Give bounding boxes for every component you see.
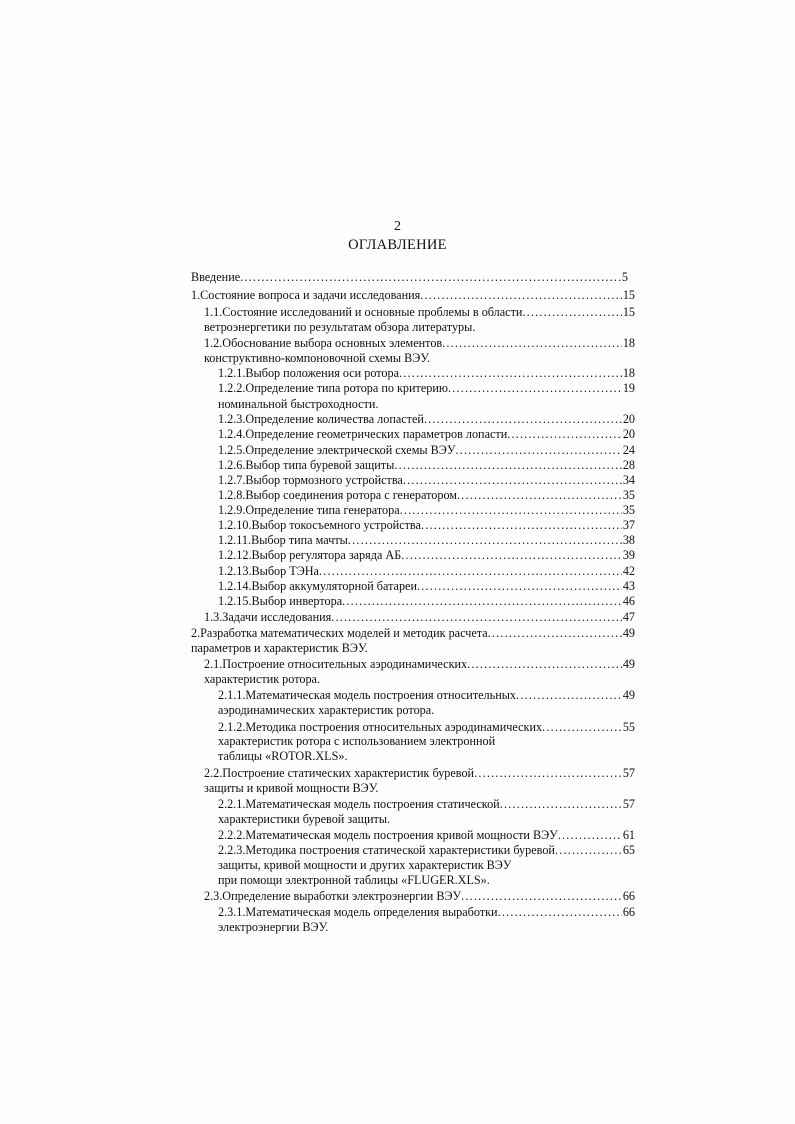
toc-entry-page: 37 <box>622 518 635 532</box>
toc-entry-text: 2.3.1.Математическая модель определения выработки <box>218 905 498 919</box>
leader-dots <box>555 842 622 858</box>
toc-entry <box>218 842 635 858</box>
toc-entry-text: 1.2.4.Определение геометрических параметров лопасти <box>218 427 508 441</box>
leader-dots <box>522 304 621 320</box>
leader-dots <box>500 796 622 812</box>
toc-entry-text: 1.2.15.Выбор инвертора <box>218 594 343 608</box>
toc-entry-page: 57 <box>622 797 635 811</box>
toc-entry <box>218 365 635 381</box>
leader-dots <box>455 442 621 458</box>
toc-entry-text: 2.2.2.Математическая модель построения кривой мощности ВЭУ <box>218 828 558 842</box>
leader-dots <box>498 904 622 920</box>
toc-entry <box>191 269 628 285</box>
toc-entry-continuation: конструктивно-компоновочной схемы ВЭУ. <box>204 351 430 365</box>
toc-entry-page: 18 <box>622 336 635 350</box>
toc-entry-page: 49 <box>622 626 635 640</box>
toc-entry-page: 34 <box>622 473 635 487</box>
toc-entry-text: 2.1.1.Математическая модель построения относительных <box>218 688 516 702</box>
page-title: ОГЛАВЛЕНИЕ <box>348 237 447 253</box>
toc-entry-page: 42 <box>622 564 635 578</box>
toc-entry-continuation: таблицы «ROTOR.XLS». <box>218 749 348 763</box>
leader-dots <box>400 502 622 518</box>
toc-entry-page: 66 <box>622 889 635 903</box>
toc-entry-continuation: характеристик ротора. <box>204 672 321 686</box>
toc-entry-text: 2.2.3.Методика построения статической характеристики буревой <box>218 843 555 857</box>
toc-entry-continuation: характеристики буревой защиты. <box>218 812 391 826</box>
toc-entry-continuation: электроэнергии ВЭУ. <box>218 920 329 934</box>
toc-entry-text: 1.2.1.Выбор положения оси ротора <box>218 366 400 380</box>
toc-entry-continuation: номинальной быстроходности. <box>218 397 379 411</box>
toc-entry-page: 47 <box>622 610 635 624</box>
leader-dots <box>558 827 622 843</box>
toc-entry <box>218 547 635 563</box>
toc-entry-page: 19 <box>622 381 635 395</box>
toc-entry-page: 15 <box>622 288 635 302</box>
leader-dots <box>394 457 621 473</box>
toc-entry-text: 1.2.3.Определение количества лопастей <box>218 412 424 426</box>
toc-entry-page: 49 <box>622 657 635 671</box>
leader-dots <box>401 547 622 563</box>
toc-entry-page: 20 <box>622 427 635 441</box>
toc-entry-page: 38 <box>622 533 635 547</box>
leader-dots <box>474 765 622 781</box>
toc-entry-page: 18 <box>622 366 635 380</box>
toc-entry-text: 2.1.Построение относительных аэродинамических <box>204 657 468 671</box>
toc-entry <box>204 888 635 904</box>
toc-entry <box>218 796 635 812</box>
toc-entry-page: 65 <box>622 843 635 857</box>
toc-entry-text: 1.2.2.Определение типа ротора по критерию <box>218 381 449 395</box>
toc-entry <box>218 426 635 442</box>
toc-entry-text: 1.2.12.Выбор регулятора заряда АБ <box>218 548 402 562</box>
leader-dots <box>461 888 622 904</box>
toc-entry-text: 1.Состояние вопроса и задачи исследования <box>191 288 421 302</box>
leader-dots <box>331 609 622 625</box>
toc-entry <box>218 380 635 396</box>
toc-entry <box>218 517 635 533</box>
toc-entry-page: 35 <box>622 488 635 502</box>
leader-dots <box>542 719 622 735</box>
leader-dots <box>467 656 622 672</box>
toc-entry <box>191 625 635 641</box>
toc-entry-page: 57 <box>622 766 635 780</box>
leader-dots <box>516 687 622 703</box>
toc-entry-page: 35 <box>622 503 635 517</box>
toc-entry <box>218 442 635 458</box>
leader-dots <box>399 365 622 381</box>
toc-entry-text: 1.2.9.Определение типа генератора <box>218 503 400 517</box>
toc-entry <box>218 827 635 843</box>
toc-entry-text: 2.2.1.Математическая модель построения статической <box>218 797 500 811</box>
toc-entry-continuation: характеристик ротора с использованием электронной <box>218 734 496 748</box>
leader-dots <box>507 426 622 442</box>
toc-entry-text: 1.2.5.Определение электрической схемы ВЭУ <box>218 443 456 457</box>
toc-entry-text: Введение <box>191 270 241 284</box>
toc-entry-page: 15 <box>622 305 635 319</box>
toc-entry-page: 49 <box>622 688 635 702</box>
toc-entry <box>218 904 635 920</box>
leader-dots <box>319 563 622 579</box>
toc-entry-continuation: аэродинамических характеристик ротора. <box>218 703 435 717</box>
toc-entry-continuation: защиты, кривой мощности и других характеристик ВЭУ <box>218 858 512 872</box>
toc-entry-text: 1.2.8.Выбор соединения ротора с генератором <box>218 488 458 502</box>
leader-dots <box>342 593 622 609</box>
toc-entry-continuation: при помощи электронной таблицы «FLUGER.XLS». <box>218 873 490 887</box>
leader-dots <box>488 625 622 641</box>
toc-entry-page: 43 <box>622 579 635 593</box>
leader-dots <box>424 411 622 427</box>
toc-entry-continuation: параметров и характеристик ВЭУ. <box>191 641 368 655</box>
toc-entry <box>218 502 635 518</box>
leader-dots <box>240 269 621 285</box>
toc-entry-page: 20 <box>622 412 635 426</box>
toc-entry-text: 1.2.7.Выбор тормозного устройства <box>218 473 403 487</box>
toc-entry-page: 61 <box>622 828 635 842</box>
toc-entry-page: 28 <box>622 458 635 472</box>
toc-entry-text: 2.Разработка математических моделей и методик расчета <box>191 626 488 640</box>
toc-entry <box>218 563 635 579</box>
toc-entry-text: 1.2.11.Выбор типа мачты <box>218 533 348 547</box>
toc-entry-text: 1.2.10.Выбор токосъемного устройства <box>218 518 421 532</box>
toc-entry-page: 24 <box>622 443 635 457</box>
toc-entry-text: 1.3.Задачи исследования <box>204 610 332 624</box>
toc-entry-page: 46 <box>622 594 635 608</box>
toc-entry-continuation: ветроэнергетики по результатам обзора литературы. <box>204 320 476 334</box>
toc-entry-text: 2.1.2.Методика построения относительных аэродинамических <box>218 720 543 734</box>
toc-entry-text: 1.2.14.Выбор аккумуляторной батареи <box>218 579 417 593</box>
toc-entry-page: 39 <box>622 548 635 562</box>
leader-dots <box>448 380 622 396</box>
leader-dots <box>417 578 622 594</box>
toc-entry <box>218 487 635 503</box>
toc-entry <box>218 593 635 609</box>
leader-dots <box>457 487 622 503</box>
toc-entry <box>204 765 635 781</box>
toc-entry-text: 1.1.Состояние исследований и основные проблемы в области <box>204 305 523 319</box>
leader-dots <box>442 335 622 351</box>
leader-dots <box>403 472 622 488</box>
toc-entry <box>218 411 635 427</box>
toc-entry-text: 1.2.13.Выбор ТЭНа <box>218 564 319 578</box>
toc-entry-page: 66 <box>622 905 635 919</box>
toc-entry <box>204 656 635 672</box>
toc-entry <box>218 687 635 703</box>
toc-entry-text: 1.2.Обоснование выбора основных элементов <box>204 336 443 350</box>
toc-entry <box>204 609 635 625</box>
toc-entry-page: 5 <box>621 270 628 284</box>
toc-entry-page: 55 <box>622 720 635 734</box>
toc-entry-text: 2.2.Построение статических характеристик буревой <box>204 766 475 780</box>
toc-entry <box>218 472 635 488</box>
leader-dots <box>348 532 622 548</box>
toc-entry <box>204 335 635 351</box>
toc-entry <box>191 287 635 303</box>
toc-entry <box>218 457 635 473</box>
page-number: 2 <box>394 219 401 234</box>
toc-entry <box>218 578 635 594</box>
toc-entry-continuation: защиты и кривой мощности ВЭУ. <box>204 781 379 795</box>
toc-entry-text: 2.3.Определение выработки электроэнергии ВЭУ <box>204 889 462 903</box>
leader-dots <box>421 517 622 533</box>
toc-entry-text: 1.2.6.Выбор типа буревой защиты <box>218 458 395 472</box>
leader-dots <box>420 287 622 303</box>
toc-entry <box>204 304 635 320</box>
toc-entry <box>218 532 635 548</box>
